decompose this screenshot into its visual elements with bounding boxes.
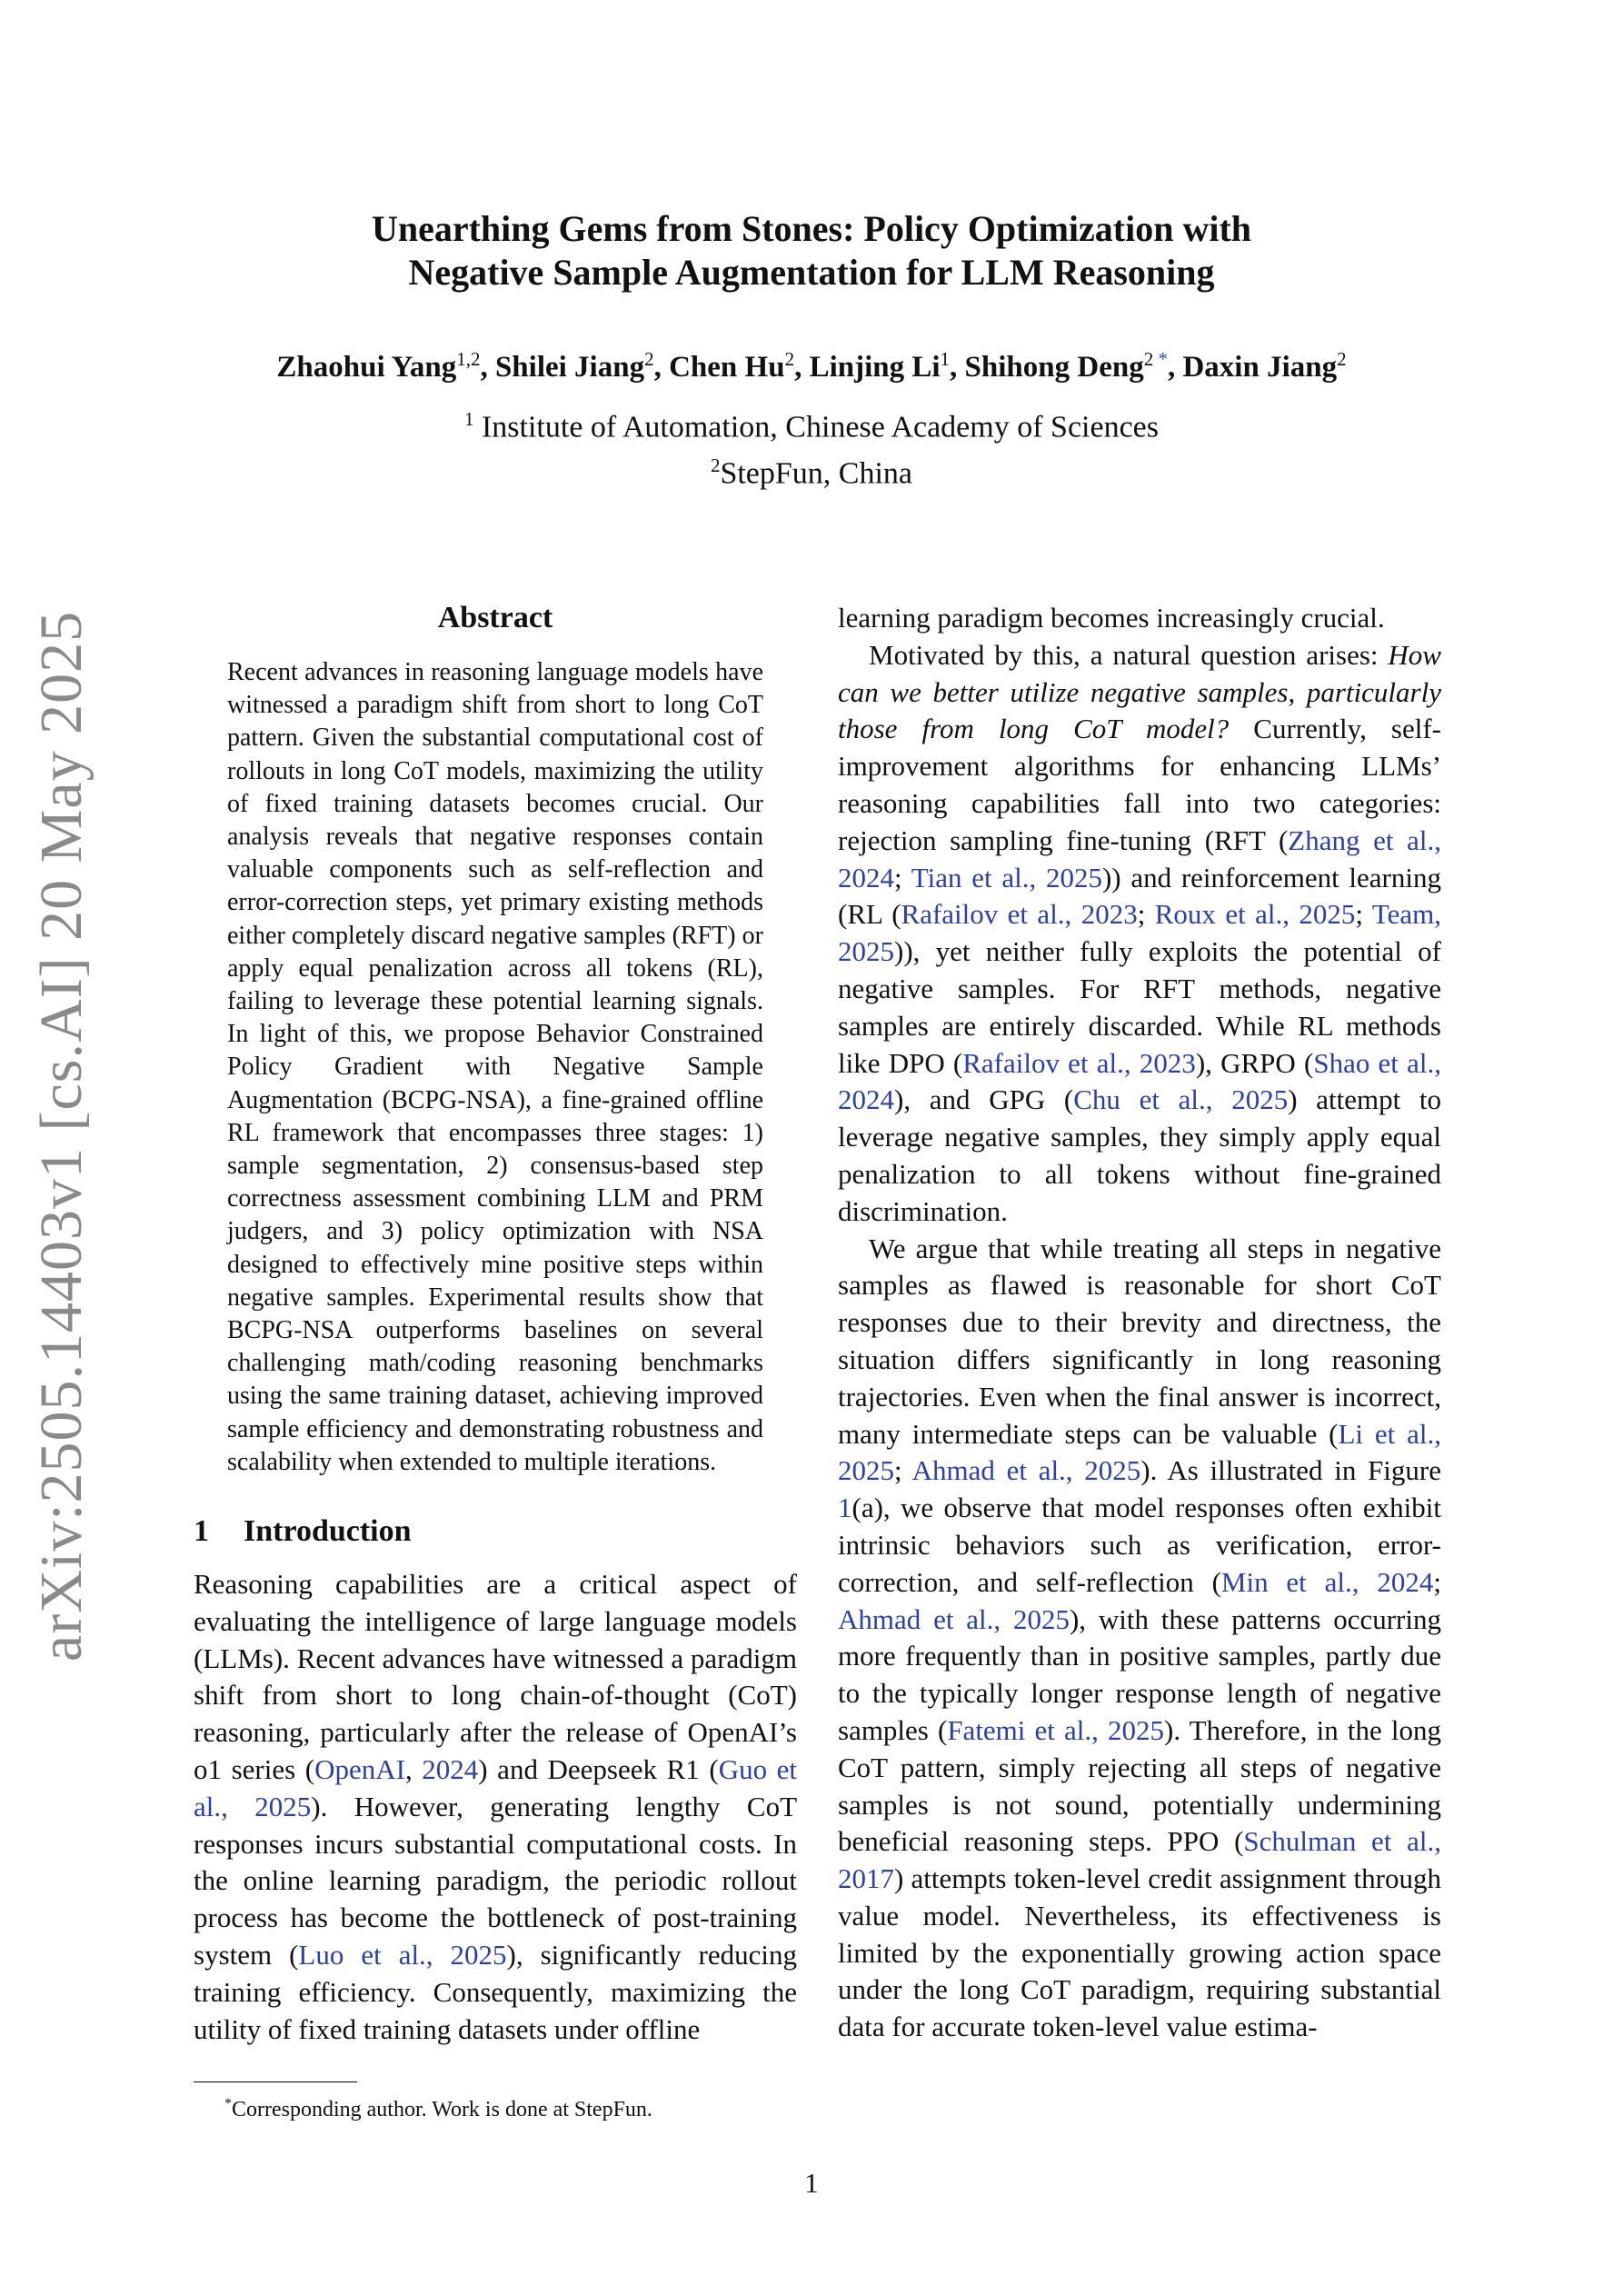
affiliation-1-text: Institute of Automation, Chinese Academy of Sciences [481,410,1159,444]
citation-link[interactable]: Li et al., 2025 [838,1417,1441,1487]
author-list: Zhaohui Yang$^{1,2}$, Shilei Jiang$^2$, Chen Hu$^2$, Linjing Li$^1$, Shihong Deng$^2$ *, Daxin Jiang$^2$ [276,348,1347,384]
author-name: Zhaohui Yang [276,351,457,384]
author-name: Shihong Deng [964,351,1144,384]
citation-link[interactable]: Fatemi et al., 2025 [947,1713,1164,1746]
intro-paragraph-2: Motivated by this, a natural question arises: How can we better utilize negative samples, particularly those from long CoT model? Currently, self-improvement algorithms for enhancing LLMs’ reasoning capabilities fall into two categories: rejection sampling fine-tuning (RFT (Zhang et al., 2024; Tian et al., 2025)) and reinforcement learning (RL (Rafailov et al., 2023; Roux et al., 2025; Team, 2025)), yet neither fully exploits the potential of negative samples. For RFT methods, negative samples are entirely discarded. While RL methods like DPO (Rafailov et al., 2023), GRPO (Shao et al., 2024), and GPG (Chu et al., 2025) attempt to leverage negative samples, they simply apply equal penalization to all tokens without fine-grained discrimination. [838,638,1441,1227]
author-name: Chen Hu [669,351,785,384]
citation-link[interactable]: Schulman et al., 2017 [838,1825,1441,1895]
citation-link[interactable]: Zhang et al., 2024 [838,824,1441,893]
section-number: 1 [194,1514,209,1549]
citation-link[interactable]: 2024 [422,1753,479,1786]
footnote-rule [194,2081,357,2082]
citation-link[interactable]: Luo et al., 2025 [298,1939,507,1972]
citation-link[interactable]: Rafailov et al., 2023 [962,1046,1196,1079]
author-affiliation-mark: 1,2 [456,348,481,370]
citation-link[interactable]: Roux et al., 2025 [1154,898,1356,931]
title-line-1: Unearthing Gems from Stones: Policy Optimization with [371,208,1252,249]
footnote [224,2091,652,2123]
citation-link[interactable]: Team, 2025 [838,898,1441,968]
author-affiliation-mark: 2 [1337,348,1347,370]
author-name: Daxin Jiang [1182,351,1338,384]
author-affiliation-mark: 1 [940,348,951,370]
citation-link[interactable]: Chu et al., 2025 [1073,1083,1289,1116]
affiliation-1-mark: 1 [463,408,474,430]
citation-link[interactable]: OpenAI [314,1753,405,1786]
section-title: Introduction [244,1514,412,1549]
left-column [194,600,797,2048]
author-name: Linjing Li [809,351,941,384]
abstract-text: Recent advances in reasoning language models have witnessed a paradigm shift from short to long CoT pattern. Given the substantial computational cost of rollouts in long CoT models, maximizing the utility of fixed training datasets becomes crucial. Our analysis reveals that negative responses contain valuable components such as self-reflection and error-correction steps, yet primary existing methods either completely discard negative samples (RFT) or apply equal penalization across all tokens (RL), failing to leverage these potential learning signals. In light of this, we propose Behavior Constrained Policy Gradient with Negative Sample Augmentation (BCPG-NSA), a fine-grained offline RL framework that encompasses three stages: 1) sample segmentation, 2) consensus-based step correctness assessment combining LLM and PRM judgers, and 3) policy optimization with NSA designed to effectively mine positive steps within negative samples. Experimental results show that BCPG-NSA outperforms baselines on several challenging math/coding reasoning benchmarks using the same training dataset, achieving improved sample efficiency and demonstrating robustness and scalability when extended to multiple iterations. [227,658,763,1476]
citation-link[interactable]: Ahmad et al., 2025 [838,1602,1070,1635]
corresponding-author-mark: * [1153,348,1168,370]
footnote-text: Corresponding author. Work is done at StepFun. [232,2098,652,2121]
arxiv-identifier [27,610,96,1662]
intro-paragraph-3: We argue that while treating all steps in negative samples as flawed is reasonable for short CoT responses due to their brevity and directness, the situation differs significantly in long reasoning trajectories. Even when the final answer is incorrect, many intermediate steps can be valuable (Li et al., 2025; Ahmad et al., 2025). As illustrated in Figure 1(a), we observe that model responses often exhibit intrinsic behaviors such as verification, error-correction, and self-reflection (Min et al., 2024; Ahmad et al., 2025), with these patterns occurring more frequently than in positive samples, partly due to the typically longer response length of negative samples (Fatemi et al., 2025). Therefore, in the long CoT pattern, simply rejecting all steps of negative samples is not sound, potentially undermining beneficial reasoning steps. PPO (Schulman et al., 2017) attempts token-level credit assignment through value model. Nevertheless, its effectiveness is limited by the exponentially growing action space under the long CoT paradigm, requiring substantial data for accurate token-level value estima- [838,1232,1441,2043]
author-affiliation-mark: 2 [784,348,795,370]
introduction-heading [194,1513,797,1550]
affiliation-2-mark: 2 [710,454,721,477]
affiliations [194,400,1429,494]
citation-link[interactable]: Guo et al., 2025 [194,1753,798,1822]
intro-paragraph-1-continued: learning paradigm becomes increasingly crucial. [838,602,1385,634]
citation-link[interactable]: Min et al., 2024 [1220,1565,1434,1598]
paper-title [194,207,1429,294]
emphasized-text: How can we better utilize negative samples, particularly those from long CoT model? [838,638,1441,745]
intro-paragraph-1: Reasoning capabilities are a critical aspect of evaluating the intelligence of large language models (LLMs). Recent advances have witnessed a paradigm shift from short to long chain-of-thought (CoT) reasoning, particularly after the release of OpenAI’s o1 series (OpenAI, 2024) and Deepseek R1 (Guo et al., 2025). However, generating lengthy CoT responses incurs substantial computational costs. In the online learning paradigm, the periodic rollout process has become the bottleneck of post-training system (Luo et al., 2025), significantly reducing training efficiency. Consequently, maximizing the utility of fixed training datasets under offline [194,1568,798,2045]
citation-link[interactable]: Ahmad et al., 2025 [911,1454,1141,1487]
author-name: Shilei Jiang [494,351,645,384]
title-line-2: Negative Sample Augmentation for LLM Reasoning [408,252,1215,293]
citation-link[interactable]: Shao et al., 2024 [838,1046,1441,1116]
author-affiliation-mark: 2 [1143,348,1154,370]
affiliation-2-text: StepFun, China [720,456,913,491]
abstract-heading: Abstract [437,601,553,634]
citation-link[interactable]: 1 [838,1492,852,1524]
footnote-mark: * [224,2096,232,2111]
affiliation-2 [194,446,1429,493]
citation-link[interactable]: Tian et al., 2025 [911,861,1102,893]
arxiv-identifier-text: arXiv:2505.14403v1 [cs.AI] 20 May 2025 [28,610,95,1662]
right-column [838,600,1441,2046]
page-number: 1 [804,2167,819,2199]
author-affiliation-mark: 2 [644,348,654,370]
affiliation-1 [194,400,1429,446]
citation-link[interactable]: Rafailov et al., 2023 [901,898,1138,931]
